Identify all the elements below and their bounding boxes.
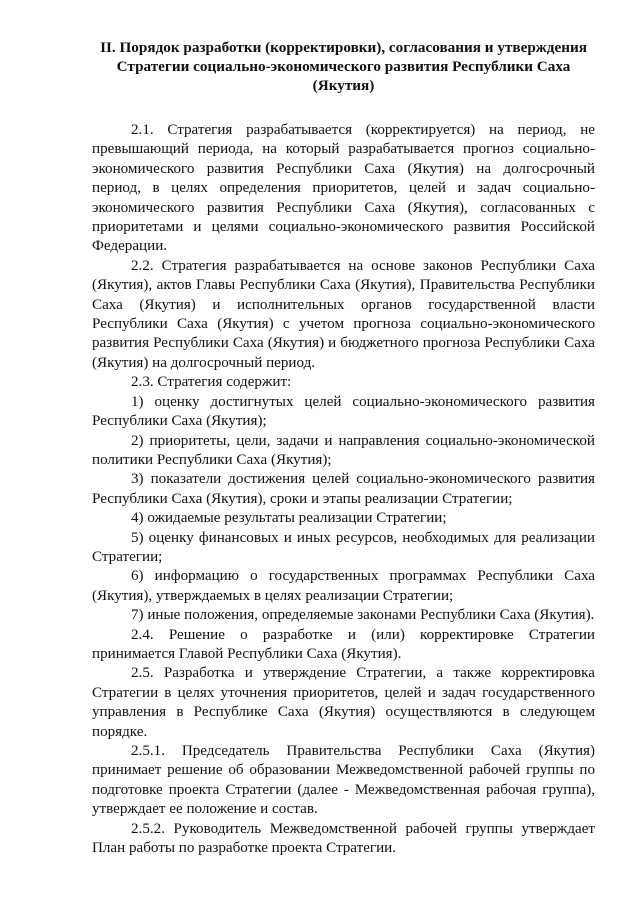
list-item-7: 7) иные положения, определяемые законами Республики Саха (Якутия). bbox=[131, 607, 595, 624]
paragraph-2-5: 2.5. Разработка и утверждение Стратегии, а также корректировка Стратегии в целях уточнения приоритетов, целей и задач государственного управления в Республике Саха (Якутия) осуществляются в следующем порядке. bbox=[92, 665, 595, 740]
section-title-line-2: Стратегии социально-экономического развития Республики Саха bbox=[116, 58, 571, 75]
list-item-5: 5) оценку финансовых и иных ресурсов, необходимых для реализации Стратегии; bbox=[92, 529, 595, 565]
list-item-3: 3) показатели достижения целей социально-экономического развития Республики Саха (Якутия), сроки и этапы реализации Стратегии; bbox=[92, 471, 595, 507]
document-page bbox=[92, 38, 595, 858]
list-item-1: 1) оценку достигнутых целей социально-экономического развития Республики Саха (Якутия); bbox=[92, 393, 595, 430]
paragraph-2-1: 2.1. Стратегия разрабатывается (корректируется) на период, не превышающий периода, на который разрабатывается прогноз социально-экономического развития Республики Саха (Якутия) на долгосрочный период, в целях определения приоритетов, целей и задач социально-экономического развития Республики Саха (Якутия), согласованных с приоритетами и целями социально-экономического развития Российской Федерации. bbox=[92, 122, 595, 255]
paragraph-2-2: 2.2. Стратегия разрабатывается на основе законов Республики Саха (Якутия), актов Главы Республики Саха (Якутия), Правительства Республики Саха (Якутия) и исполнительных органов государственной власти Республики Саха (Якутия) с учетом прогноза социально-экономического развития Республики Саха (Якутия) и бюджетного прогноза Республики Саха (Якутия) на долгосрочный период. bbox=[92, 257, 595, 371]
paragraph-2-5-2: 2.5.2. Руководитель Межведомственной рабочей группы утверждает План работы по разработке проекта Стратегии. bbox=[92, 820, 595, 857]
section-title-line-1: II. Порядок разработки (корректировки), согласования и утверждения bbox=[100, 39, 587, 56]
paragraph-2-3: 2.3. Стратегия содержит: bbox=[131, 374, 292, 391]
paragraph-2-4: 2.4. Решение о разработке и (или) корректировке Стратегии принимается Главой Республики Саха (Якутия). bbox=[92, 626, 595, 662]
list-item-6: 6) информацию о государственных программах Республики Саха (Якутия), утверждаемых в целях реализации Стратегии; bbox=[92, 568, 595, 604]
list-item-4: 4) ожидаемые результаты реализации Стратегии; bbox=[131, 510, 447, 527]
section-title bbox=[92, 38, 595, 95]
paragraph-2-5-1: 2.5.1. Председатель Правительства Республики Саха (Якутия) принимает решение об образовании Межведомственной рабочей группы по подготовке проекта Стратегии (далее - Межведомственная рабочая группа), утверждает ее положение и состав. bbox=[92, 743, 595, 818]
list-item-2: 2) приоритеты, цели, задачи и направления социально-экономической политики Республики Саха (Якутия); bbox=[92, 432, 595, 468]
section-title-line-3: (Якутия) bbox=[312, 77, 375, 94]
